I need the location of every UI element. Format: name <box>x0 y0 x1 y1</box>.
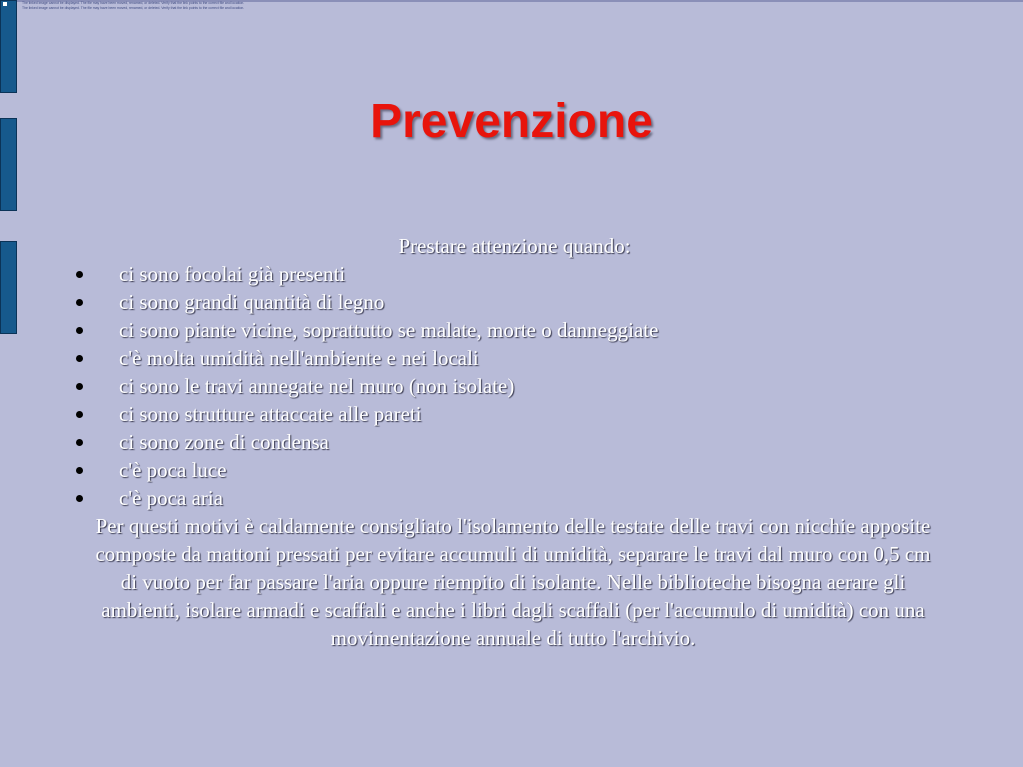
bullet-item <box>0 484 1023 512</box>
missing-image-note: The linked image cannot be displayed. The file may have been moved, renamed, or deleted. Verify that the link points to the correct file and location. <box>22 1 245 5</box>
missing-image-icon <box>3 2 7 6</box>
bullet-text: ci sono strutture attaccate alle pareti <box>119 402 422 426</box>
conclusion-paragraph: Per questi motivi è caldamente consigliato l'isolamento delle testate delle travi con nicchie apposite composte da mattoni pressati per evitare accumuli di umidità, separare le travi dal muro con 0,5 cm di vuoto per far passare l'aria oppure riempito di isolante. Nelle biblioteche bisogna aerare gli ambienti, isolare armadi e scaffali e anche i libri dagli scaffali (per l'accumulo di umidità) con una movimentazione annuale di tutto l'archivio. <box>95 514 931 650</box>
bullet-item <box>0 400 1023 428</box>
bullet-item <box>0 288 1023 316</box>
bullet-text: ci sono grandi quantità di legno <box>119 290 385 314</box>
bullet-text: ci sono focolai già presenti <box>119 262 346 286</box>
bullet-item <box>0 428 1023 456</box>
bullet-dot-icon <box>76 495 83 502</box>
bullet-dot-icon <box>76 271 83 278</box>
bullet-text: c'è poca aria <box>119 486 224 510</box>
bullet-text: ci sono piante vicine, soprattutto se malate, morte o danneggiate <box>119 318 659 342</box>
bullet-text: c'è molta umidità nell'ambiente e nei locali <box>119 346 479 370</box>
bullet-dot-icon <box>76 439 83 446</box>
intro-text: Prestare attenzione quando: <box>398 234 631 258</box>
bullet-dot-icon <box>76 327 83 334</box>
decorative-bar-top <box>0 0 17 93</box>
bullet-text: ci sono zone di condensa <box>119 430 329 454</box>
bullet-dot-icon <box>76 355 83 362</box>
bullet-dot-icon <box>76 467 83 474</box>
bullet-dot-icon <box>76 383 83 390</box>
slide-title: Prevenzione <box>370 95 653 148</box>
bullet-dot-icon <box>76 411 83 418</box>
bullet-text: ci sono le travi annegate nel muro (non isolate) <box>119 374 515 398</box>
bullet-item <box>0 316 1023 344</box>
bullet-item <box>0 344 1023 372</box>
slide-body <box>0 232 1023 652</box>
bullet-item <box>0 372 1023 400</box>
bullet-text: c'è poca luce <box>119 458 227 482</box>
bullet-list <box>0 260 1023 512</box>
bullet-item <box>0 260 1023 288</box>
bullet-item <box>0 456 1023 484</box>
bullet-dot-icon <box>76 299 83 306</box>
missing-image-note-secondary: The linked image cannot be displayed. The file may have been moved, renamed, or deleted. Verify that the link points to the correct file and location. <box>22 6 245 10</box>
